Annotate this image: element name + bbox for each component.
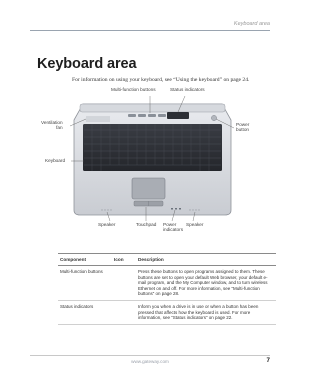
page-title: Keyboard area xyxy=(37,56,137,72)
callout-ventilation-fan: Ventilation fan xyxy=(41,120,63,131)
power-indicator-leds xyxy=(171,208,181,210)
callout-keyboard: Keyboard xyxy=(45,158,66,163)
touchpad-shape xyxy=(132,178,165,199)
power-button-shape xyxy=(211,115,216,120)
running-head: Keyboard area xyxy=(233,21,270,27)
footer-rule xyxy=(30,355,270,356)
table-row xyxy=(58,301,276,325)
callout-speaker-left: Speaker xyxy=(98,222,116,227)
row-description: Press these buttons to open programs assigned to them. These buttons are set to open your default Web browser, your default e-mail program, and the My Computer window, and to turn wireless Ethernet on and off. For more information, see “Multi-function buttons” on page 28. xyxy=(138,269,268,297)
callout-status-indicators: Status indicators xyxy=(170,87,205,92)
hinge-strip xyxy=(80,104,225,112)
table-row xyxy=(58,266,276,301)
status-indicator-panel xyxy=(167,112,189,119)
table-header xyxy=(58,253,276,266)
callout-power-button: Power button xyxy=(236,122,250,133)
callout-touchpad: Touchpad xyxy=(136,222,157,227)
callout-speaker-right: Speaker xyxy=(186,222,204,227)
component-table xyxy=(58,253,276,325)
laptop-keyboard-figure xyxy=(0,84,300,242)
intro-text: For information on using your keyboard, see “Using the keyboard” on page 24. xyxy=(72,77,250,83)
row-component: Status indicators xyxy=(60,303,94,309)
header-component: Component xyxy=(60,257,87,262)
page-number: 7 xyxy=(266,357,270,364)
footer-url: www.gateway.com xyxy=(131,359,169,364)
header-description: Description xyxy=(138,257,164,262)
header-icon: Icon xyxy=(114,257,124,262)
row-component: Multi-function buttons xyxy=(60,269,103,274)
callout-multi-function-buttons: Multi-function buttons xyxy=(111,87,156,92)
row-description: Inform you when a drive is in use or when a button has been pressed that affects how the keyboard is used. For more information, see “Status indicators” on page 22. xyxy=(138,303,259,321)
callout-power-indicators: Power indicators xyxy=(163,222,184,233)
header-rule xyxy=(30,30,270,31)
keyboard-block xyxy=(83,124,222,171)
